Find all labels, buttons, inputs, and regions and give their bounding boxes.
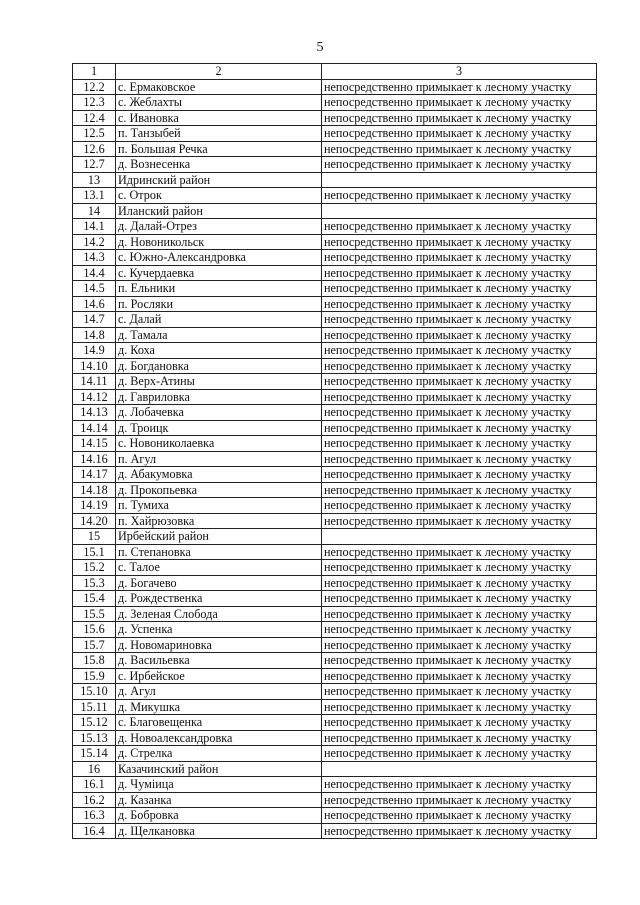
table-row — [73, 219, 597, 235]
row-number: 14.18 — [73, 482, 116, 498]
location-description: непосредственно примыкает к лесному участку — [322, 358, 597, 374]
table-row — [73, 575, 597, 591]
settlement-name: п. Тумиха — [116, 498, 322, 514]
settlement-name: д. Агул — [116, 684, 322, 700]
table-row — [73, 374, 597, 390]
location-description: непосредственно примыкает к лесному участку — [322, 513, 597, 529]
table-row — [73, 451, 597, 467]
location-description — [322, 761, 597, 777]
row-number: 14.19 — [73, 498, 116, 514]
table-header-row — [73, 64, 597, 80]
row-number: 14.12 — [73, 389, 116, 405]
settlement-name: п. Агул — [116, 451, 322, 467]
row-number: 14 — [73, 203, 116, 219]
settlement-name: д. Гавриловка — [116, 389, 322, 405]
row-number: 15.9 — [73, 668, 116, 684]
table-row — [73, 637, 597, 653]
row-number: 12.3 — [73, 95, 116, 111]
location-description — [322, 172, 597, 188]
settlement-name: д. Стрелка — [116, 746, 322, 762]
settlement-name: д. Щелкановка — [116, 823, 322, 839]
settlement-name: п. Степановка — [116, 544, 322, 560]
settlement-name: с. Ирбейское — [116, 668, 322, 684]
table-row — [73, 389, 597, 405]
table-row — [73, 327, 597, 343]
location-description: непосредственно примыкает к лесному участку — [322, 699, 597, 715]
table-row — [73, 420, 597, 436]
location-description: непосредственно примыкает к лесному участку — [322, 777, 597, 793]
settlement-name: д. Успенка — [116, 622, 322, 638]
settlements-table — [72, 63, 597, 839]
row-number: 15.4 — [73, 591, 116, 607]
row-number: 15.7 — [73, 637, 116, 653]
row-number: 14.7 — [73, 312, 116, 328]
location-description — [322, 203, 597, 219]
row-number: 14.1 — [73, 219, 116, 235]
settlement-name: п. Росляки — [116, 296, 322, 312]
location-description: непосредственно примыкает к лесному участку — [322, 482, 597, 498]
table-row — [73, 234, 597, 250]
location-description: непосредственно примыкает к лесному участку — [322, 560, 597, 576]
row-number: 15.10 — [73, 684, 116, 700]
table-row — [73, 405, 597, 421]
row-number: 12.2 — [73, 79, 116, 95]
row-number: 14.2 — [73, 234, 116, 250]
table-row — [73, 684, 597, 700]
district-name: Идринский район — [116, 172, 322, 188]
location-description: непосредственно примыкает к лесному участку — [322, 188, 597, 204]
settlement-name: д. Прокопьевка — [116, 482, 322, 498]
row-number: 14.8 — [73, 327, 116, 343]
location-description: непосредственно примыкает к лесному участку — [322, 343, 597, 359]
settlement-name: д. Троицк — [116, 420, 322, 436]
location-description: непосредственно примыкает к лесному участку — [322, 653, 597, 669]
table-row — [73, 777, 597, 793]
row-number: 15.14 — [73, 746, 116, 762]
location-description: непосредственно примыкает к лесному участку — [322, 281, 597, 297]
table-row — [73, 730, 597, 746]
column-header-number: 1 — [73, 64, 116, 80]
location-description — [322, 529, 597, 545]
row-number: 12.6 — [73, 141, 116, 157]
location-description: непосредственно примыкает к лесному участку — [322, 420, 597, 436]
location-description: непосредственно примыкает к лесному участку — [322, 296, 597, 312]
table-row — [73, 436, 597, 452]
settlement-name: д. Верх-Атины — [116, 374, 322, 390]
location-description: непосредственно примыкает к лесному участку — [322, 591, 597, 607]
district-row — [73, 172, 597, 188]
district-row — [73, 761, 597, 777]
row-number: 13.1 — [73, 188, 116, 204]
location-description: непосредственно примыкает к лесному участку — [322, 327, 597, 343]
table-row — [73, 668, 597, 684]
table-row — [73, 622, 597, 638]
row-number: 14.10 — [73, 358, 116, 374]
row-number: 14.20 — [73, 513, 116, 529]
settlement-name: с. Отрок — [116, 188, 322, 204]
table-row — [73, 343, 597, 359]
location-description: непосредственно примыкает к лесному участку — [322, 544, 597, 560]
settlement-name: д. Далай-Отрез — [116, 219, 322, 235]
location-description: непосредственно примыкает к лесному участку — [322, 467, 597, 483]
row-number: 15.1 — [73, 544, 116, 560]
district-row — [73, 203, 597, 219]
settlement-name: д. Тамала — [116, 327, 322, 343]
settlement-name: д. Васильевка — [116, 653, 322, 669]
settlement-name: д. Зеленая Слобода — [116, 606, 322, 622]
district-name: Казачинский район — [116, 761, 322, 777]
location-description: непосредственно примыкает к лесному участку — [322, 405, 597, 421]
location-description: непосредственно примыкает к лесному участку — [322, 606, 597, 622]
settlement-name: д. Абакумовка — [116, 467, 322, 483]
table-row — [73, 126, 597, 142]
table-row — [73, 560, 597, 576]
location-description: непосредственно примыкает к лесному участку — [322, 684, 597, 700]
settlement-name: с. Ивановка — [116, 110, 322, 126]
location-description: непосредственно примыкает к лесному участку — [322, 498, 597, 514]
settlement-name: п. Ельники — [116, 281, 322, 297]
row-number: 15.8 — [73, 653, 116, 669]
settlement-name: д. Вознесенка — [116, 157, 322, 173]
table-body — [73, 64, 597, 839]
location-description: непосредственно примыкает к лесному участку — [322, 575, 597, 591]
table-row — [73, 110, 597, 126]
location-description: непосредственно примыкает к лесному участку — [322, 730, 597, 746]
settlement-name: с. Благовещенка — [116, 715, 322, 731]
location-description: непосредственно примыкает к лесному участку — [322, 436, 597, 452]
settlement-name: д. Чуміица — [116, 777, 322, 793]
table-row — [73, 157, 597, 173]
location-description: непосредственно примыкает к лесному участку — [322, 668, 597, 684]
location-description: непосредственно примыкает к лесному участку — [322, 141, 597, 157]
table-row — [73, 715, 597, 731]
location-description: непосредственно примыкает к лесному участку — [322, 374, 597, 390]
column-header-description: 3 — [322, 64, 597, 80]
location-description: непосредственно примыкает к лесному участку — [322, 265, 597, 281]
district-row — [73, 529, 597, 545]
settlement-name: д. Новоникольск — [116, 234, 322, 250]
row-number: 15.6 — [73, 622, 116, 638]
table-row — [73, 281, 597, 297]
location-description: непосредственно примыкает к лесному участку — [322, 157, 597, 173]
row-number: 16.3 — [73, 808, 116, 824]
row-number: 12.4 — [73, 110, 116, 126]
row-number: 16 — [73, 761, 116, 777]
table-row — [73, 358, 597, 374]
settlement-name: п. Танзыбей — [116, 126, 322, 142]
settlement-name: п. Большая Речка — [116, 141, 322, 157]
location-description: непосредственно примыкает к лесному участку — [322, 234, 597, 250]
table-row — [73, 591, 597, 607]
table-row — [73, 808, 597, 824]
page-number: 5 — [316, 40, 324, 55]
district-name: Иланский район — [116, 203, 322, 219]
row-number: 14.3 — [73, 250, 116, 266]
location-description: непосредственно примыкает к лесному участку — [322, 792, 597, 808]
location-description: непосредственно примыкает к лесному участку — [322, 126, 597, 142]
row-number: 16.2 — [73, 792, 116, 808]
location-description: непосредственно примыкает к лесному участку — [322, 219, 597, 235]
table-row — [73, 823, 597, 839]
row-number: 15.12 — [73, 715, 116, 731]
table-row — [73, 312, 597, 328]
row-number: 15.3 — [73, 575, 116, 591]
row-number: 14.9 — [73, 343, 116, 359]
settlement-name: с. Новониколаевка — [116, 436, 322, 452]
location-description: непосредственно примыкает к лесному участку — [322, 746, 597, 762]
settlement-name: с. Ермаковское — [116, 79, 322, 95]
settlement-name: с. Кучердаевка — [116, 265, 322, 281]
table-row — [73, 792, 597, 808]
table-row — [73, 467, 597, 483]
location-description: непосредственно примыкает к лесному участку — [322, 637, 597, 653]
row-number: 15.2 — [73, 560, 116, 576]
table-row — [73, 265, 597, 281]
settlement-name: д. Новоалександровка — [116, 730, 322, 746]
location-description: непосредственно примыкает к лесному участку — [322, 715, 597, 731]
table-row — [73, 482, 597, 498]
table-row — [73, 296, 597, 312]
row-number: 16.4 — [73, 823, 116, 839]
table-row — [73, 653, 597, 669]
row-number: 15.13 — [73, 730, 116, 746]
table-row — [73, 79, 597, 95]
row-number: 15 — [73, 529, 116, 545]
row-number: 14.14 — [73, 420, 116, 436]
settlement-name: д. Богдановка — [116, 358, 322, 374]
table-row — [73, 188, 597, 204]
location-description: непосредственно примыкает к лесному участку — [322, 110, 597, 126]
row-number: 14.13 — [73, 405, 116, 421]
settlement-name: д. Коха — [116, 343, 322, 359]
location-description: непосредственно примыкает к лесному участку — [322, 622, 597, 638]
row-number: 14.16 — [73, 451, 116, 467]
row-number: 16.1 — [73, 777, 116, 793]
row-number: 14.4 — [73, 265, 116, 281]
row-number: 14.6 — [73, 296, 116, 312]
table-row — [73, 498, 597, 514]
settlement-name: с. Талое — [116, 560, 322, 576]
settlement-name: д. Лобачевка — [116, 405, 322, 421]
settlement-name: с. Жеблахты — [116, 95, 322, 111]
row-number: 15.5 — [73, 606, 116, 622]
settlement-name: д. Новомариновка — [116, 637, 322, 653]
settlement-name: д. Бобровка — [116, 808, 322, 824]
row-number: 12.5 — [73, 126, 116, 142]
location-description: непосредственно примыкает к лесному участку — [322, 250, 597, 266]
row-number: 14.5 — [73, 281, 116, 297]
location-description: непосредственно примыкает к лесному участку — [322, 389, 597, 405]
column-header-name: 2 — [116, 64, 322, 80]
row-number: 14.17 — [73, 467, 116, 483]
district-name: Ирбейский район — [116, 529, 322, 545]
location-description: непосредственно примыкает к лесному участку — [322, 95, 597, 111]
table-row — [73, 513, 597, 529]
row-number: 12.7 — [73, 157, 116, 173]
table-row — [73, 606, 597, 622]
settlement-name: с. Южно-Александровка — [116, 250, 322, 266]
table-row — [73, 95, 597, 111]
location-description: непосредственно примыкает к лесному участку — [322, 312, 597, 328]
location-description: непосредственно примыкает к лесному участку — [322, 808, 597, 824]
settlement-name: п. Хайрюзовка — [116, 513, 322, 529]
table-row — [73, 141, 597, 157]
settlement-name: д. Богачево — [116, 575, 322, 591]
table-row — [73, 544, 597, 560]
table-row — [73, 250, 597, 266]
location-description: непосредственно примыкает к лесному участку — [322, 451, 597, 467]
row-number: 14.15 — [73, 436, 116, 452]
settlement-name: д. Рождественка — [116, 591, 322, 607]
settlement-name: д. Микушка — [116, 699, 322, 715]
row-number: 15.11 — [73, 699, 116, 715]
settlement-name: с. Далай — [116, 312, 322, 328]
table-row — [73, 699, 597, 715]
location-description: непосредственно примыкает к лесному участку — [322, 823, 597, 839]
location-description: непосредственно примыкает к лесному участку — [322, 79, 597, 95]
settlement-name: д. Казанка — [116, 792, 322, 808]
row-number: 14.11 — [73, 374, 116, 390]
row-number: 13 — [73, 172, 116, 188]
table-row — [73, 746, 597, 762]
